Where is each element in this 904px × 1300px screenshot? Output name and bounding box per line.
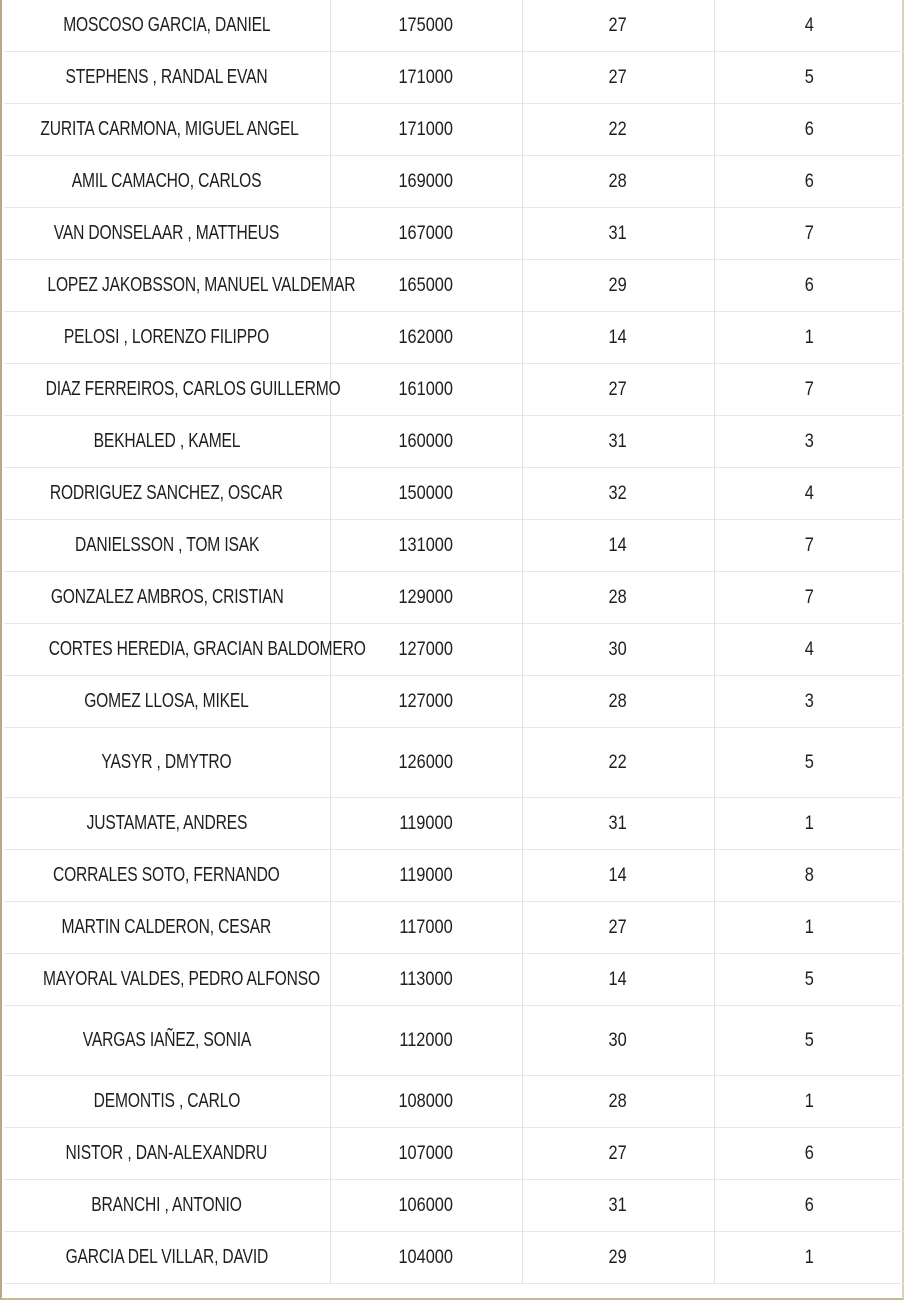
value-cell-text: 175000 (398, 14, 454, 36)
table-row (4, 156, 904, 208)
age-cell (522, 312, 714, 364)
value-cell-text: 108000 (398, 1090, 454, 1112)
age-cell (522, 52, 714, 104)
age-cell-text: 29 (608, 1246, 628, 1268)
rank-cell (714, 850, 904, 902)
value-cell-text: 171000 (398, 118, 454, 140)
age-cell (522, 468, 714, 520)
value-cell-text: 107000 (398, 1142, 454, 1164)
age-cell (522, 572, 714, 624)
value-cell-text: 126000 (398, 751, 454, 773)
value-cell (330, 520, 522, 572)
age-cell-text: 27 (608, 1142, 628, 1164)
person-name (4, 1006, 330, 1076)
age-cell-text: 28 (608, 1090, 628, 1112)
rank-cell-text: 6 (804, 274, 814, 296)
person-name-text: CORRALES SOTO, FERNANDO (53, 864, 281, 886)
person-name-text: GOMEZ LLOSA, MIKEL (84, 690, 250, 712)
age-cell (522, 416, 714, 468)
person-name-text: GONZALEZ AMBROS, CRISTIAN (50, 586, 284, 608)
age-cell (522, 1076, 714, 1128)
table-row (4, 624, 904, 676)
age-cell (522, 104, 714, 156)
value-cell (330, 1180, 522, 1232)
table-row (4, 52, 904, 104)
person-name-text: VARGAS IAÑEZ, SONIA (82, 1029, 251, 1051)
age-cell (522, 676, 714, 728)
age-cell (522, 260, 714, 312)
value-cell (330, 468, 522, 520)
value-cell-text: 113000 (399, 968, 453, 990)
person-name (4, 52, 330, 104)
age-cell-text: 28 (608, 586, 628, 608)
age-cell (522, 728, 714, 798)
value-cell-text: 160000 (398, 430, 454, 452)
value-cell-text: 161000 (398, 378, 454, 400)
age-cell-text: 27 (608, 66, 628, 88)
rank-cell-text: 5 (804, 66, 814, 88)
person-name (4, 1180, 330, 1232)
table-row (4, 798, 904, 850)
person-name-text: PELOSI , LORENZO FILIPPO (64, 326, 270, 348)
rank-cell (714, 624, 904, 676)
value-cell (330, 0, 522, 52)
age-cell (522, 208, 714, 260)
rank-cell (714, 156, 904, 208)
data-table (4, 0, 904, 1284)
rank-cell (714, 312, 904, 364)
person-name (4, 312, 330, 364)
age-cell-text: 22 (608, 118, 628, 140)
rank-cell-text: 6 (804, 1194, 814, 1216)
value-cell (330, 416, 522, 468)
rank-cell (714, 902, 904, 954)
rank-cell-text: 3 (804, 690, 814, 712)
table-row (4, 312, 904, 364)
rank-cell (714, 52, 904, 104)
age-cell-text: 31 (608, 1194, 628, 1216)
value-cell (330, 364, 522, 416)
age-cell-text: 28 (608, 690, 628, 712)
value-cell (330, 1076, 522, 1128)
age-cell (522, 156, 714, 208)
rank-cell (714, 1180, 904, 1232)
person-name-text: DEMONTIS , CARLO (93, 1090, 241, 1112)
person-name-text: CORTES HEREDIA, GRACIAN BALDOMERO (48, 638, 366, 660)
age-cell-text: 30 (608, 1029, 628, 1051)
age-cell-text: 14 (608, 968, 628, 990)
age-cell (522, 0, 714, 52)
table-row (4, 850, 904, 902)
rank-cell-text: 5 (804, 751, 814, 773)
rank-cell (714, 798, 904, 850)
person-name-text: DIAZ FERREIROS, CARLOS GUILLERMO (45, 378, 341, 400)
person-name (4, 798, 330, 850)
age-cell-text: 29 (608, 274, 628, 296)
age-cell-text: 31 (608, 812, 628, 834)
rank-cell (714, 208, 904, 260)
person-name (4, 1128, 330, 1180)
value-cell-text: 162000 (398, 326, 454, 348)
value-cell-text: 104000 (398, 1246, 454, 1268)
person-name (4, 520, 330, 572)
age-cell-text: 27 (608, 14, 628, 36)
value-cell (330, 104, 522, 156)
rank-cell-text: 7 (804, 586, 814, 608)
person-name (4, 104, 330, 156)
person-name (4, 954, 330, 1006)
rank-cell-text: 7 (804, 222, 814, 244)
person-name (4, 364, 341, 416)
person-name-text: RODRIGUEZ SANCHEZ, OSCAR (50, 482, 284, 504)
person-name (4, 728, 330, 798)
rank-cell (714, 954, 904, 1006)
value-cell (330, 156, 522, 208)
value-cell-text: 127000 (398, 690, 454, 712)
person-name-text: STEPHENS , RANDAL EVAN (65, 66, 268, 88)
table-row (4, 572, 904, 624)
person-name-text: LOPEZ JAKOBSSON, MANUEL VALDEMAR (47, 274, 356, 296)
table-row (4, 0, 904, 52)
table-row (4, 1006, 904, 1076)
rank-cell (714, 260, 904, 312)
rank-cell (714, 1076, 904, 1128)
age-cell-text: 27 (608, 378, 628, 400)
rank-cell-text: 1 (804, 812, 814, 834)
value-cell (330, 52, 522, 104)
table-row (4, 902, 904, 954)
value-cell (330, 208, 522, 260)
table-row (4, 416, 904, 468)
rank-cell-text: 6 (804, 1142, 814, 1164)
person-name-text: GARCIA DEL VILLAR, DAVID (65, 1246, 269, 1268)
age-cell (522, 624, 714, 676)
rank-cell (714, 1128, 904, 1180)
person-name (4, 572, 330, 624)
rank-cell (714, 572, 904, 624)
person-name (4, 850, 330, 902)
rank-cell (714, 416, 904, 468)
age-cell-text: 27 (608, 916, 628, 938)
value-cell (330, 1128, 522, 1180)
person-name (4, 156, 330, 208)
rank-cell-text: 5 (804, 1029, 814, 1051)
value-cell-text: 171000 (398, 66, 454, 88)
rank-cell-text: 6 (804, 170, 814, 192)
age-cell-text: 22 (608, 751, 628, 773)
table-row (4, 954, 904, 1006)
table-row (4, 260, 904, 312)
person-name-text: AMIL CAMACHO, CARLOS (71, 170, 262, 192)
rank-cell (714, 468, 904, 520)
person-name-text: JUSTAMATE, ANDRES (86, 812, 248, 834)
value-cell-text: 169000 (398, 170, 454, 192)
person-name-text: MAYORAL VALDES, PEDRO ALFONSO (43, 968, 320, 990)
rank-cell-text: 1 (804, 326, 814, 348)
rank-cell-text: 7 (804, 534, 814, 556)
person-name (4, 468, 330, 520)
rank-cell (714, 0, 904, 52)
value-cell-text: 131000 (398, 534, 454, 556)
table-row (4, 1180, 904, 1232)
rank-cell (714, 1232, 904, 1284)
age-cell (522, 954, 714, 1006)
value-cell (330, 902, 522, 954)
person-name (4, 416, 330, 468)
age-cell-text: 28 (608, 170, 628, 192)
person-name (4, 1076, 330, 1128)
value-cell-text: 119000 (399, 812, 453, 834)
person-name (4, 902, 330, 954)
person-name-text: MARTIN CALDERON, CESAR (61, 916, 272, 938)
value-cell (330, 1232, 522, 1284)
rank-cell-text: 1 (804, 1090, 814, 1112)
age-cell (522, 364, 714, 416)
value-cell-text: 167000 (398, 222, 454, 244)
rank-cell-text: 5 (804, 968, 814, 990)
value-cell-text: 150000 (398, 482, 454, 504)
value-cell-text: 112000 (399, 1029, 453, 1051)
rank-cell (714, 104, 904, 156)
value-cell (330, 676, 522, 728)
rank-cell-text: 4 (804, 638, 814, 660)
rank-cell (714, 364, 904, 416)
table-row (4, 676, 904, 728)
rank-cell-text: 4 (804, 14, 814, 36)
value-cell (330, 312, 522, 364)
age-cell-text: 30 (608, 638, 628, 660)
rank-cell-text: 3 (804, 430, 814, 452)
person-name (4, 624, 366, 676)
person-name-text: MOSCOSO GARCIA, DANIEL (63, 14, 271, 36)
value-cell-text: 129000 (398, 586, 454, 608)
value-cell (330, 572, 522, 624)
value-cell-text: 165000 (398, 274, 454, 296)
age-cell (522, 798, 714, 850)
person-name (4, 0, 330, 52)
rank-cell-text: 7 (804, 378, 814, 400)
person-name (4, 1232, 330, 1284)
value-cell-text: 127000 (398, 638, 454, 660)
rank-cell-text: 1 (804, 916, 814, 938)
value-cell (330, 954, 522, 1006)
value-cell (330, 728, 522, 798)
age-cell (522, 850, 714, 902)
table-row (4, 364, 904, 416)
age-cell (522, 520, 714, 572)
age-cell-text: 14 (608, 864, 628, 886)
rank-cell-text: 6 (804, 118, 814, 140)
person-name-text: DANIELSSON , TOM ISAK (74, 534, 259, 556)
table-row (4, 208, 904, 260)
age-cell-text: 14 (608, 534, 628, 556)
age-cell (522, 902, 714, 954)
age-cell (522, 1180, 714, 1232)
person-name-text: BRANCHI , ANTONIO (91, 1194, 242, 1216)
age-cell-text: 32 (608, 482, 628, 504)
value-cell (330, 850, 522, 902)
age-cell (522, 1006, 714, 1076)
value-cell (330, 1006, 522, 1076)
rank-cell (714, 1006, 904, 1076)
table-row (4, 520, 904, 572)
rank-cell-text: 1 (804, 1246, 814, 1268)
rank-cell (714, 676, 904, 728)
value-cell-text: 106000 (398, 1194, 454, 1216)
person-name (4, 676, 330, 728)
age-cell (522, 1128, 714, 1180)
age-cell-text: 31 (608, 222, 628, 244)
table-row (4, 1076, 904, 1128)
rank-cell-text: 4 (804, 482, 814, 504)
rank-cell (714, 520, 904, 572)
value-cell-text: 119000 (399, 864, 453, 886)
age-cell-text: 31 (608, 430, 628, 452)
table-row (4, 104, 904, 156)
value-cell (330, 798, 522, 850)
person-name (4, 208, 330, 260)
value-cell (330, 260, 522, 312)
person-name (4, 260, 356, 312)
person-name-text: BEKHALED , KAMEL (93, 430, 241, 452)
person-name-text: VAN DONSELAAR , MATTHEUS (54, 222, 280, 244)
rank-cell (714, 728, 904, 798)
rank-cell-text: 8 (804, 864, 814, 886)
person-name-text: NISTOR , DAN-ALEXANDRU (65, 1142, 268, 1164)
value-cell-text: 117000 (399, 916, 453, 938)
table-row (4, 1128, 904, 1180)
table-row (4, 728, 904, 798)
table-row (4, 468, 904, 520)
table-row (4, 1232, 904, 1284)
person-name-text: ZURITA CARMONA, MIGUEL ANGEL (40, 118, 299, 140)
age-cell-text: 14 (608, 326, 628, 348)
person-name-text: YASYR , DMYTRO (101, 751, 232, 773)
table-body (4, 0, 904, 1284)
age-cell (522, 1232, 714, 1284)
